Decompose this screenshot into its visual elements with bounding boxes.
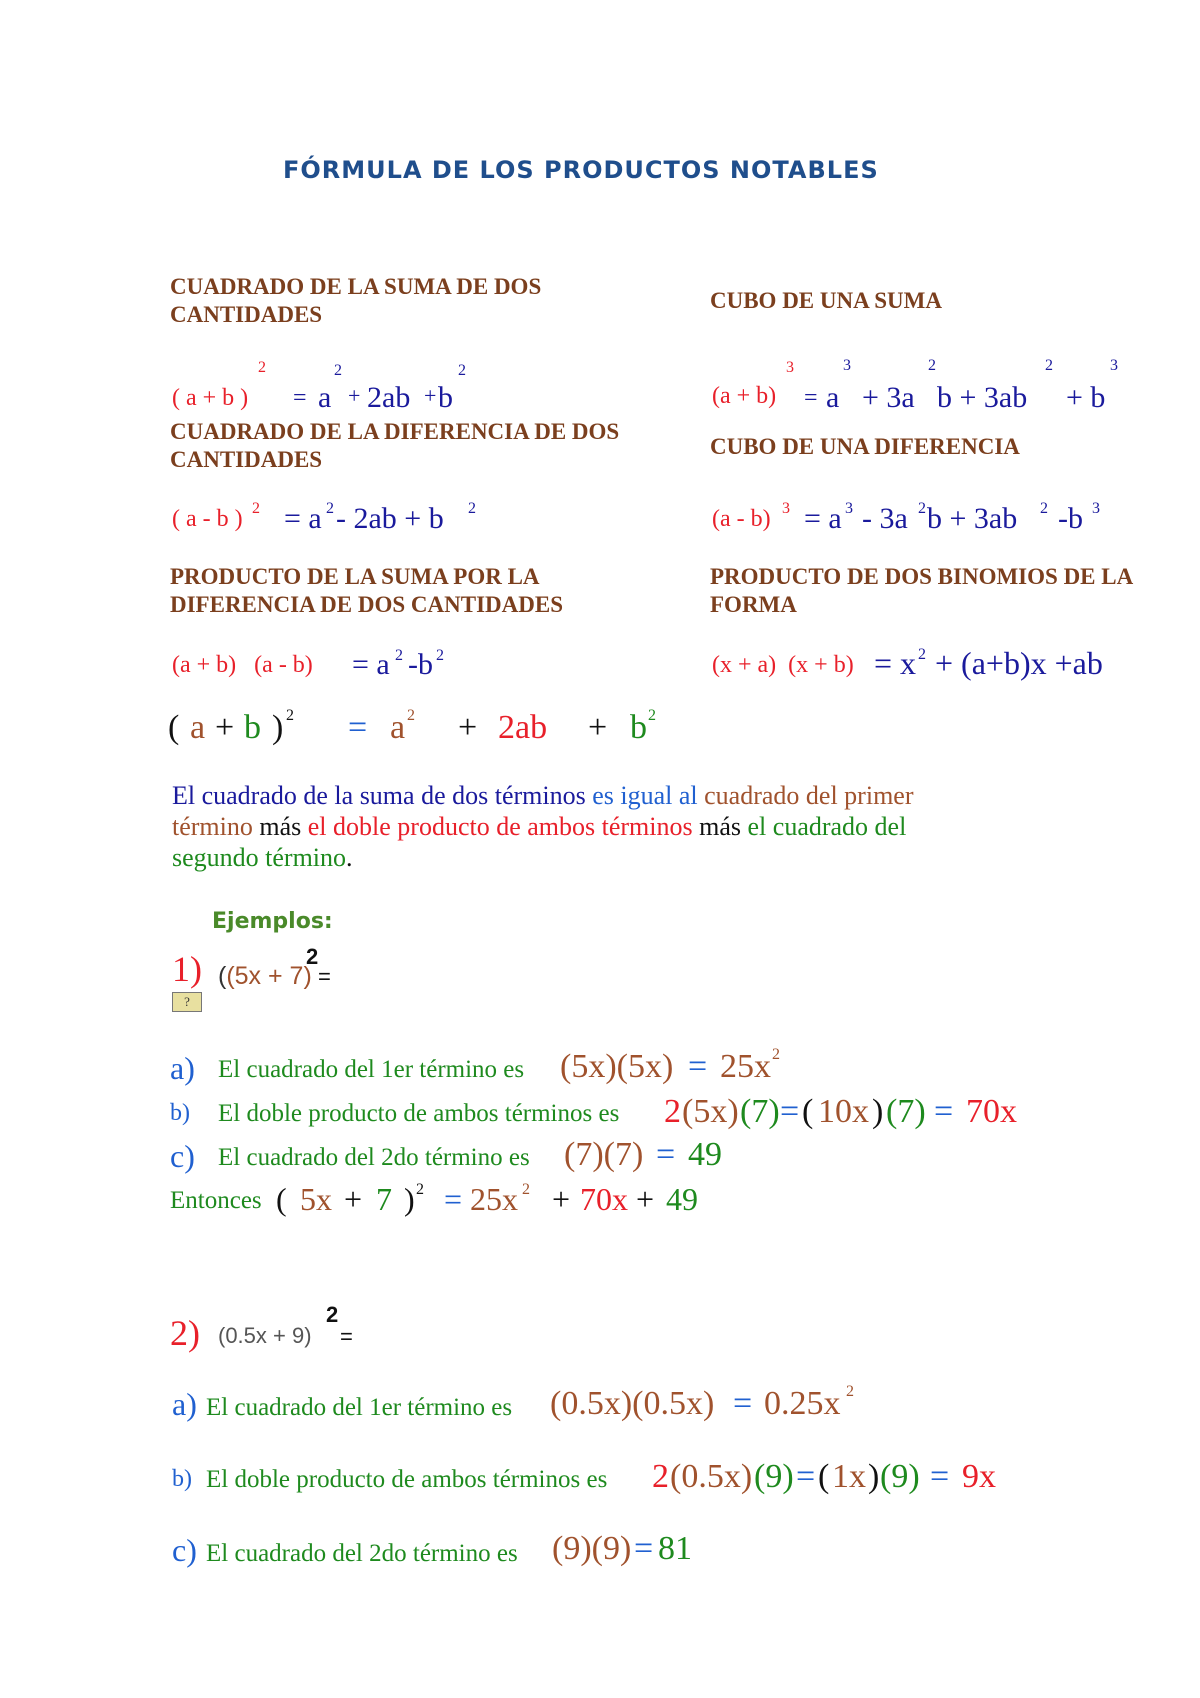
f4-lhs: (a - b) (712, 506, 771, 532)
ex2-a-value: (0.5x)(0.5x) (550, 1385, 715, 1422)
ex1-entonces-label: Entonces (170, 1187, 262, 1214)
f1-plus1: + (348, 383, 361, 408)
ex1-ent-5x: 5x (300, 1181, 332, 1217)
ex2-c-result: 81 (658, 1530, 692, 1567)
para-part-6: más (699, 812, 742, 841)
para-part-3: cuadrado del primer término (172, 781, 914, 841)
ex2-a-text: El cuadrado del 1er término es (206, 1394, 513, 1421)
para-part-7: el cuadrado del segundo término (172, 812, 907, 872)
ex1-ent-exp: 2 (416, 1181, 424, 1198)
ex1-b-label: b) (170, 1100, 190, 1126)
ex1-b-result: 70x (966, 1093, 1017, 1130)
f3-rhs-mid: - 2ab + b (336, 502, 444, 535)
f6-rhs: + (a+b)x +ab (935, 645, 1103, 681)
ex2-a-result-exp: 2 (846, 1383, 854, 1400)
f2-t3-exp: 2 (1045, 357, 1053, 374)
f5-lhs: (a + b) (a - b) (172, 652, 313, 678)
ex1-b-close: ) (872, 1093, 884, 1130)
ex2-expr-exp: 2 (326, 1302, 339, 1327)
heading-two-binomials: PRODUCTO DE DOS BINOMIOS DE LA FORMA (710, 564, 1132, 617)
f3-rhs-a-exp: 2 (326, 500, 334, 517)
cf-exp: 2 (286, 707, 294, 724)
ex1-a-eq: = (688, 1048, 708, 1085)
cf-b2: b (630, 709, 647, 746)
ex1-b-10x: 10x (818, 1093, 869, 1130)
ex1-a-result: 25x (720, 1048, 771, 1085)
ex1-c-eq: = (656, 1136, 676, 1173)
ex1-a-value: (5x)(5x) (560, 1048, 674, 1085)
f5-rhs-exp: 2 (395, 647, 403, 664)
cf-b2-exp: 2 (648, 707, 656, 724)
f3-exp: 2 (252, 500, 260, 517)
ex1-b-open: ( (802, 1093, 814, 1130)
f1-plus2: + (424, 383, 437, 408)
f3-rhs-a: = a (284, 502, 322, 535)
ex1-ent-25x: 25x (470, 1181, 518, 1217)
ex1-b-text: El doble producto de ambos términos es (218, 1100, 620, 1127)
f4-r1: = a (804, 502, 842, 535)
f1-exp: 2 (258, 359, 266, 376)
f3-rhs-b-exp: 2 (468, 500, 476, 517)
rule-paragraph (172, 780, 972, 873)
ex2-b-2: 2 (652, 1458, 669, 1495)
f5-rhs2: -b (408, 648, 433, 681)
ex1-expression: ((5x + 7) (218, 962, 312, 990)
ex2-b-close: ) (868, 1458, 880, 1495)
ex1-ent-25x-exp: 2 (522, 1181, 530, 1198)
ex1-ent-close: ) (404, 1181, 415, 1217)
heading-sum-times-diff: PRODUCTO DE LA SUMA POR LA DIFERENCIA DE DOS CANTIDADES (170, 564, 563, 617)
f2-lhs: (a + b) (712, 383, 777, 409)
examples-label: Ejemplos: (212, 909, 333, 934)
f4-r4-exp: 3 (1092, 500, 1100, 517)
ex1-ent-eq: = (444, 1181, 463, 1217)
ex2-b-open: ( (818, 1458, 830, 1495)
f2-t4-exp: 3 (1110, 357, 1118, 374)
ex2-expr-eq: = (340, 1324, 353, 1349)
cf-a2: a (390, 709, 406, 746)
ex1-ent-70x: 70x (580, 1181, 628, 1217)
para-part-8: . (346, 843, 353, 872)
ex1-ent-open: ( (276, 1181, 287, 1217)
ex1-number: 1) (172, 949, 202, 989)
ex2-b-text: El doble producto de ambos términos es (206, 1466, 608, 1493)
ex1-a-result-exp: 2 (772, 1046, 780, 1063)
para-part-1: El cuadrado de la suma de dos términos (172, 781, 586, 810)
f1-lhs: ( a + b ) (172, 385, 249, 411)
f2-a: a (826, 381, 840, 414)
f5-rhs: = a (352, 648, 390, 681)
ex1-b-eq: = (780, 1093, 800, 1130)
ex2-c-label: c) (172, 1532, 197, 1568)
ex2-b-1x: 1x (832, 1458, 866, 1495)
heading-cube-diff: CUBO DE UNA DIFERENCIA (710, 434, 1020, 459)
f4-exp: 3 (782, 500, 790, 517)
help-icon[interactable]: ? (172, 992, 202, 1012)
f6-eq: = x (874, 645, 917, 681)
f2-t2b: b + 3ab (937, 381, 1028, 414)
ex2-b-eq: = (796, 1458, 816, 1495)
heading-cube-sum: CUBO DE UNA SUMA (710, 288, 942, 313)
ex2-b-05x: (0.5x) (670, 1458, 753, 1495)
f2-exp: 3 (786, 359, 794, 376)
cf-eq: = (348, 709, 368, 746)
ex1-b-eq2: = (934, 1093, 954, 1130)
ex1-c-value: (7)(7) (564, 1136, 644, 1173)
ex1-ent-plus: + (344, 1181, 363, 1217)
f4-r2: - 3a (862, 502, 908, 535)
cf-plus2: + (458, 709, 478, 746)
f4-r3-exp: 2 (1040, 500, 1048, 517)
f4-r4: -b (1058, 502, 1083, 535)
page-title: FÓRMULA DE LOS PRODUCTOS NOTABLES (283, 156, 879, 184)
ex1-ent-plus3: + (636, 1181, 655, 1217)
ex1-b-2: 2 (664, 1093, 681, 1130)
f5-rhs2-exp: 2 (436, 647, 444, 664)
f2-t2-exp: 2 (928, 357, 936, 374)
f1-b: b (438, 381, 453, 414)
ex1-b-7: (7) (740, 1093, 780, 1130)
ex1-ent-7: 7 (376, 1181, 392, 1217)
ex2-b-9b: (9) (880, 1458, 920, 1495)
ex1-a-text: El cuadrado del 1er término es (218, 1056, 525, 1083)
ex2-a-result: 0.25x (764, 1385, 841, 1422)
f3-lhs: ( a - b ) (172, 506, 243, 532)
f2-a-exp: 3 (843, 357, 851, 374)
ex1-c-result: 49 (688, 1136, 722, 1173)
ex2-c-eq: = (634, 1530, 654, 1567)
f1-eq: = (293, 385, 307, 411)
ex1-expr-exp: 2 (306, 944, 319, 969)
cf-a: a (190, 709, 206, 746)
ex2-b-eq2: = (930, 1458, 950, 1495)
para-part-2: es igual al (592, 781, 698, 810)
f1-b-exp: 2 (458, 362, 466, 379)
cf-open: ( (168, 709, 180, 746)
ex1-ent-49: 49 (666, 1181, 698, 1217)
ex2-b-label: b) (172, 1466, 192, 1492)
ex2-b-9: (9) (754, 1458, 794, 1495)
para-part-4: más (259, 812, 302, 841)
para-part-5: el doble producto de ambos términos (307, 812, 693, 841)
heading-square-diff: CUADRADO DE LA DIFERENCIA DE DOS CANTIDADES (170, 419, 620, 472)
f6-lhs: (x + a) (x + b) (712, 652, 854, 678)
ex1-a-label: a) (170, 1050, 195, 1086)
ex1-b-7b: (7) (886, 1093, 926, 1130)
ex1-expr-eq: = (318, 964, 331, 989)
f2-t2: + 3a (862, 381, 915, 414)
cf-a2-exp: 2 (407, 707, 415, 724)
cf-plus: + (215, 709, 235, 746)
f4-r1-exp: 3 (845, 500, 853, 517)
heading-square-sum: CUADRADO DE LA SUMA DE DOS CANTIDADES (170, 274, 542, 327)
f6-exp: 2 (918, 646, 926, 663)
cf-plus3: + (588, 709, 608, 746)
f1-2ab: 2ab (367, 381, 411, 414)
f1-a-exp: 2 (334, 362, 342, 379)
ex2-expression: (0.5x + 9) (218, 1323, 312, 1348)
ex2-b-result: 9x (962, 1458, 996, 1495)
ex2-c-value: (9)(9) (552, 1530, 632, 1567)
f2-eq: = (804, 385, 818, 411)
cf-2ab: 2ab (498, 709, 548, 746)
ex2-number: 2) (170, 1313, 200, 1353)
ex2-a-eq: = (733, 1385, 753, 1422)
ex2-c-text: El cuadrado del 2do término es (206, 1540, 518, 1567)
ex1-expr-text: (5x + 7) (226, 962, 312, 990)
cf-close: ) (272, 709, 284, 746)
ex1-b-5x: (5x) (682, 1093, 739, 1130)
ex1-c-text: El cuadrado del 2do término es (218, 1144, 530, 1171)
ex1-ent-plus2: + (552, 1181, 571, 1217)
f4-r2-exp: 2 (918, 500, 926, 517)
ex1-c-label: c) (170, 1138, 195, 1174)
f2-t4: + b (1066, 381, 1106, 414)
f4-r3: b + 3ab (927, 502, 1018, 535)
ex2-a-label: a) (172, 1386, 197, 1422)
f1-a: a (318, 381, 332, 414)
cf-b: b (244, 709, 261, 746)
